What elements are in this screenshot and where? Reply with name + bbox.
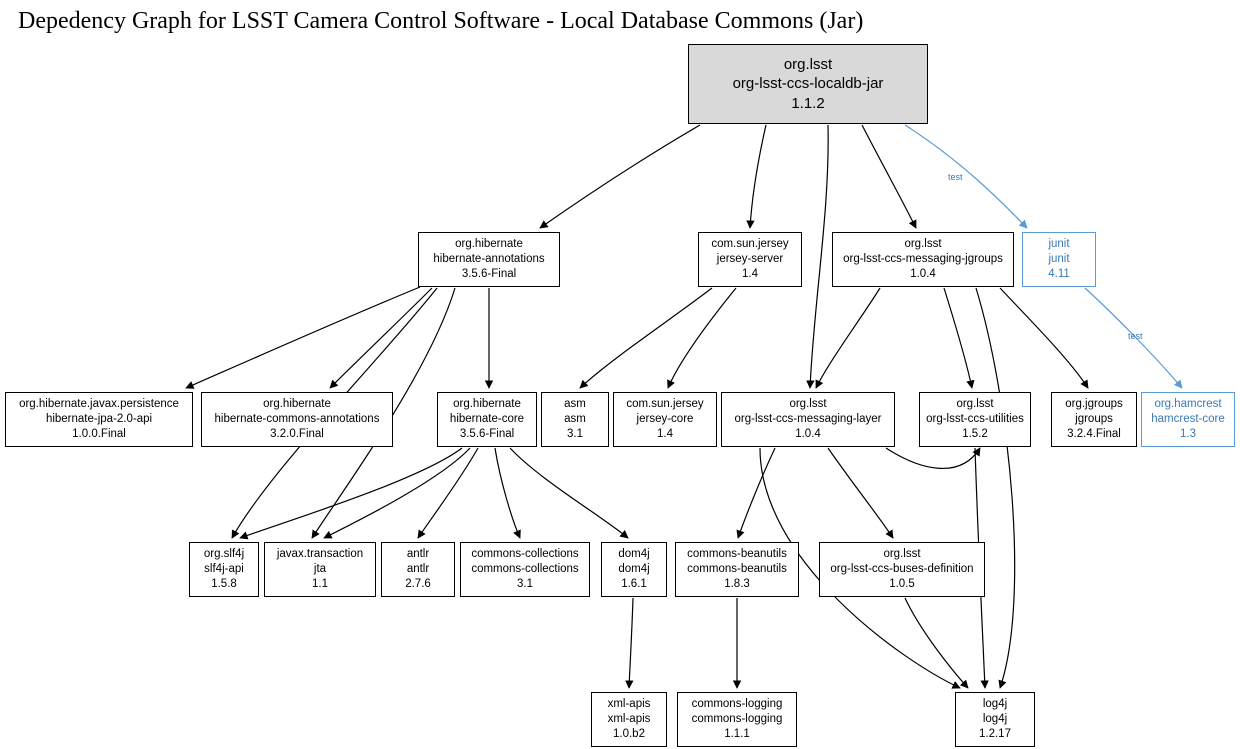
graph-node-line: org.hamcrest	[1154, 398, 1222, 411]
graph-node-line: org.hibernate	[453, 398, 521, 411]
dependency-edge	[886, 448, 980, 468]
graph-node-hib-commons[interactable]	[201, 392, 393, 447]
graph-node-line: hibernate-annotations	[433, 253, 545, 266]
dependency-edge	[944, 288, 972, 388]
graph-node-line: org.lsst	[883, 548, 921, 561]
graph-node-asm[interactable]	[541, 392, 609, 447]
graph-node-line: antlr	[406, 563, 430, 576]
graph-node-line: 3.5.6-Final	[461, 267, 517, 280]
graph-node-line: org.jgroups	[1065, 398, 1123, 411]
graph-node-line: 1.4	[657, 427, 673, 440]
graph-node-line: 1.0.b2	[613, 727, 645, 740]
graph-node-line: 1.4	[742, 267, 758, 280]
graph-node-jpa-api[interactable]	[5, 392, 193, 447]
dependency-edge	[905, 598, 968, 688]
graph-node-junit[interactable]	[1022, 232, 1096, 287]
graph-node-line: 1.6.1	[621, 577, 647, 590]
graph-node-hib-core[interactable]	[437, 392, 537, 447]
graph-node-line: org.hibernate	[455, 238, 523, 251]
graph-node-antlr[interactable]	[381, 542, 455, 597]
graph-node-line: hibernate-core	[449, 413, 525, 426]
graph-node-line: 4.11	[1048, 267, 1070, 280]
graph-node-line: jgroups	[1075, 413, 1113, 426]
dependency-edge	[324, 448, 470, 538]
dependency-edge	[738, 448, 775, 538]
graph-node-line: commons-logging	[691, 713, 783, 726]
graph-node-line: org.lsst	[789, 398, 827, 411]
graph-node-utilities[interactable]	[919, 392, 1031, 447]
dependency-edge	[862, 125, 916, 228]
graph-node-line: hibernate-commons-annotations	[214, 413, 380, 426]
graph-node-line: org-lsst-ccs-messaging-jgroups	[843, 253, 1003, 266]
graph-node-logging[interactable]	[677, 692, 797, 747]
graph-node-buses-def[interactable]	[819, 542, 985, 597]
graph-node-line: log4j	[982, 698, 1008, 711]
graph-node-log4j[interactable]	[955, 692, 1035, 747]
graph-node-line: 3.2.0.Final	[270, 427, 324, 440]
graph-node-line: dom4j	[618, 548, 650, 561]
graph-node-line: org.slf4j	[203, 548, 245, 561]
graph-node-line: 1.0.4	[910, 267, 936, 280]
graph-node-line: jta	[313, 563, 327, 576]
dependency-edge	[750, 125, 766, 228]
graph-node-line: 1.0.0.Final	[72, 427, 126, 440]
dependency-edge	[240, 448, 462, 538]
dependency-edge	[510, 448, 628, 538]
graph-node-line: jersey-core	[636, 413, 694, 426]
graph-node-line: 1.3	[1180, 427, 1196, 440]
graph-node-line: 1.8.3	[724, 577, 750, 590]
graph-node-coll[interactable]	[460, 542, 590, 597]
graph-node-jersey-srv[interactable]	[698, 232, 802, 287]
dependency-edge	[330, 288, 432, 388]
graph-node-line: xml-apis	[607, 698, 651, 711]
graph-node-line: 1.0.5	[889, 577, 915, 590]
graph-node-line: 3.1	[567, 427, 583, 440]
graph-node-line: javax.transaction	[276, 548, 364, 561]
graph-node-line: jersey-server	[716, 253, 784, 266]
graph-node-line: 1.1.1	[724, 727, 750, 740]
graph-node-line: hamcrest-core	[1151, 413, 1225, 426]
graph-node-line: 1.0.4	[795, 427, 821, 440]
graph-node-hib-ann[interactable]	[418, 232, 560, 287]
graph-node-line: org.hibernate.javax.persistence	[19, 398, 179, 411]
graph-node-line: commons-beanutils	[687, 563, 787, 576]
graph-node-line: 1.5.8	[211, 577, 237, 590]
graph-node-line: antlr	[406, 548, 430, 561]
dependency-edge	[540, 125, 700, 228]
dependency-edge	[668, 288, 736, 388]
graph-node-line: hibernate-jpa-2.0-api	[45, 413, 153, 426]
graph-node-line: xml-apis	[607, 713, 651, 726]
graph-node-line: dom4j	[618, 563, 650, 576]
graph-node-hamcrest[interactable]	[1141, 392, 1235, 447]
graph-node-line: commons-beanutils	[687, 548, 787, 561]
graph-node-line: 2.7.6	[405, 577, 431, 590]
graph-node-line: 1.1.2	[791, 94, 825, 112]
dependency-edge	[1000, 288, 1088, 388]
graph-node-line: org-lsst-ccs-buses-definition	[830, 563, 974, 576]
graph-node-line: org-lsst-ccs-messaging-layer	[734, 413, 882, 426]
graph-node-line: 3.2.4.Final	[1067, 427, 1121, 440]
graph-node-line: commons-collections	[471, 563, 579, 576]
graph-node-line: 1.2.17	[979, 727, 1011, 740]
dependency-edge	[976, 288, 1015, 688]
dependency-edge	[418, 448, 478, 538]
graph-node-line: org.lsst	[783, 55, 833, 73]
graph-node-beanutils[interactable]	[675, 542, 799, 597]
graph-node-xml-apis[interactable]	[591, 692, 667, 747]
edge-label-scope: test	[948, 172, 963, 182]
graph-node-line: commons-collections	[471, 548, 579, 561]
graph-node-line: asm	[564, 413, 586, 426]
graph-node-line: commons-logging	[691, 698, 783, 711]
dependency-edge	[186, 287, 420, 388]
graph-node-jta[interactable]	[264, 542, 376, 597]
graph-node-root[interactable]	[688, 44, 928, 124]
dependency-edge	[828, 448, 893, 538]
dependency-edge	[905, 125, 1027, 228]
graph-node-slf4j[interactable]	[189, 542, 259, 597]
graph-node-line: slf4j-api	[204, 563, 244, 576]
dependency-edge	[810, 125, 828, 388]
graph-node-line: 1.1	[312, 577, 328, 590]
graph-node-line: org.lsst	[904, 238, 942, 251]
graph-node-line: asm	[564, 398, 586, 411]
dependency-edge	[629, 598, 633, 688]
graph-node-jgroups[interactable]	[1051, 392, 1137, 447]
graph-node-line: org.lsst	[956, 398, 994, 411]
dependency-edge	[580, 288, 712, 388]
edge-label-scope: test	[1128, 331, 1143, 341]
graph-node-msg-jgroups[interactable]	[832, 232, 1014, 287]
dependency-edge	[816, 288, 880, 388]
dependency-edge	[495, 448, 520, 538]
graph-node-line: org.hibernate	[263, 398, 331, 411]
graph-node-line: 3.1	[517, 577, 533, 590]
graph-node-line: junit	[1048, 238, 1070, 251]
graph-node-line: junit	[1048, 253, 1070, 266]
graph-node-line: com.sun.jersey	[626, 398, 704, 411]
graph-node-line: org-lsst-ccs-utilities	[926, 413, 1024, 426]
graph-node-line: com.sun.jersey	[711, 238, 789, 251]
graph-node-line: org-lsst-ccs-localdb-jar	[732, 75, 884, 93]
graph-node-dom4j[interactable]	[601, 542, 667, 597]
graph-node-jersey-core[interactable]	[613, 392, 717, 447]
graph-node-line: 3.5.6-Final	[459, 427, 515, 440]
graph-node-msg-layer[interactable]	[721, 392, 895, 447]
graph-node-line: 1.5.2	[962, 427, 988, 440]
page-title: Depedency Graph for LSST Camera Control Software - Local Database Commons (Jar)	[18, 8, 864, 34]
graph-node-line: log4j	[982, 713, 1008, 726]
